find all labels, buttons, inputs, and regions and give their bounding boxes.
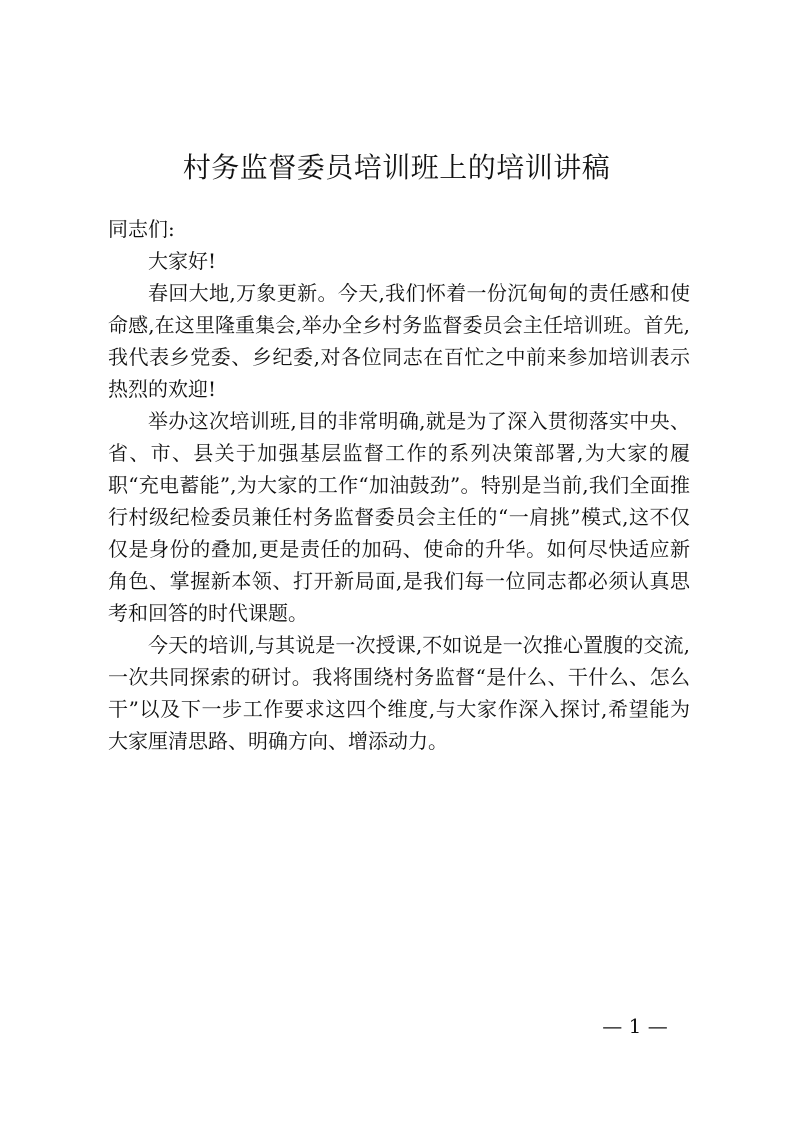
paragraph-greeting: 大家好! (148, 249, 217, 273)
paragraph-outline: 今天的培训,与其说是一次授课,不如说是一次推心置腹的交流,一次共同探索的研讨。我将围绕村务监督“是什么、干什么、怎么干”以及下一步工作要求这四个维度,与大家作深入探讨,希望能为大家厘清思路、明确方向、增添动力。 (108, 633, 690, 753)
document-title: 村务监督委员培训班上的培训讲稿 (182, 151, 611, 184)
paragraph-purpose: 举办这次培训班,目的非常明确,就是为了深入贯彻落实中央、省、市、县关于加强基层监督工作的系列决策部署,为大家的履职“充电蓄能”,为大家的工作“加油鼓劲”。特别是当前,我们全面推行村级纪检委员兼任村务监督委员会主任的“一肩挑”模式,这不仅仅是身份的叠加,更是责任的加码、使命的升华。如何尽快适应新角色、掌握新本领、打开新局面,是我们每一位同志都必须认真思考和回答的时代课题。 (108, 409, 690, 625)
salutation: 同志们: (108, 217, 175, 241)
document-body (108, 213, 690, 757)
paragraph-opening: 春回大地,万象更新。今天,我们怀着一份沉甸甸的责任感和使命感,在这里隆重集会,举办全乡村务监督委员会主任培训班。首先,我代表乡党委、乡纪委,对各位同志在百忙之中前来参加培训表示热烈的欢迎! (108, 281, 690, 401)
page-number: — 1 — (602, 1014, 668, 1038)
